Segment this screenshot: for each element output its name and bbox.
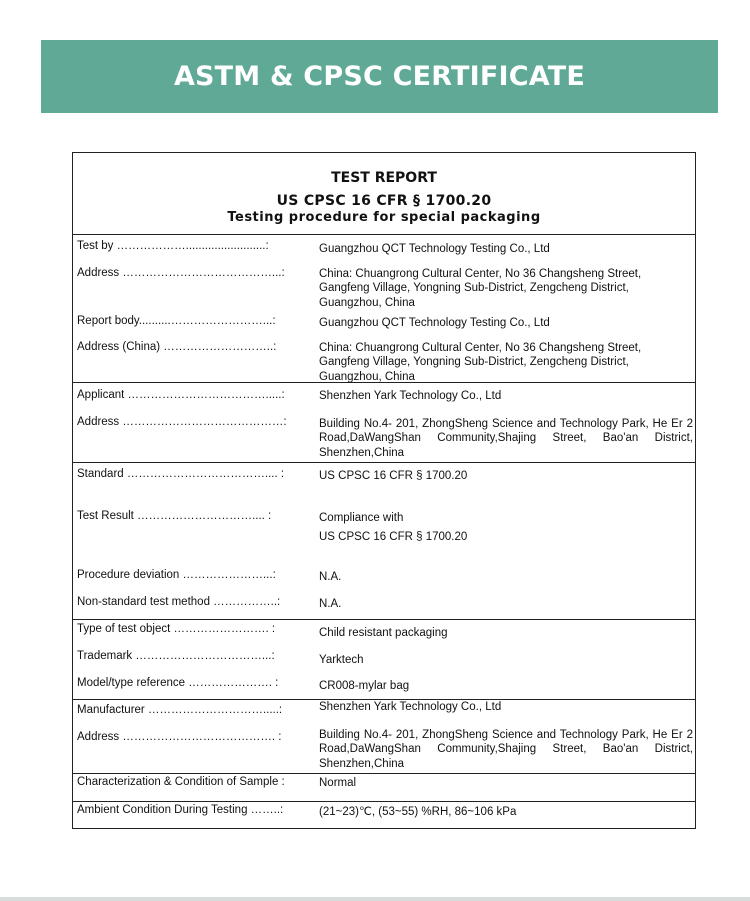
sample-condition-value: Normal	[319, 777, 357, 789]
china-address-label: Address (China) ………………………..:	[77, 341, 277, 353]
applicant-value: Shenzhen Yark Technology Co., Ltd	[319, 390, 502, 402]
report-header	[73, 153, 695, 235]
test-by-label: Test by ……………….........................:	[77, 240, 269, 252]
banner-title: ASTM & CPSC CERTIFICATE	[173, 61, 586, 92]
non-standard-method-value: N.A.	[319, 598, 342, 610]
section-divider	[73, 462, 695, 463]
report-body-label: Report body..........……………………...:	[77, 315, 276, 327]
tester-address-label: Address …………………………………...:	[77, 267, 285, 279]
sample-condition-label: Characterization & Condition of Sample :	[77, 776, 285, 788]
model-reference-value: CR008-mylar bag	[319, 680, 410, 692]
certificate-banner	[41, 40, 718, 113]
non-standard-method-label: Non-standard test method ……………..:	[77, 596, 281, 608]
report-body-value: Guangzhou QCT Technology Testing Co., Ltd	[319, 317, 550, 329]
test-object-type-label: Type of test object ……………………. :	[77, 623, 276, 635]
report-standard: US CPSC 16 CFR § 1700.20	[276, 193, 492, 209]
applicant-address-value: Building No.4- 201, ZhongSheng Science and Technology Park, He Er 2 Road,DaWangShan Community,Shajing Street, Bao'an District, Shenzhen,China	[319, 418, 693, 459]
manufacturer-address-label: Address …………………………………. :	[77, 731, 282, 743]
manufacturer-value: Shenzhen Yark Technology Co., Ltd	[319, 701, 502, 713]
standard-value: US CPSC 16 CFR § 1700.20	[319, 470, 468, 482]
trademark-value: Yarktech	[319, 654, 364, 666]
test-result-label: Test Result ………………………….... :	[77, 510, 272, 522]
report-title: TEST REPORT	[331, 170, 437, 186]
tester-address-value: China: Chuangrong Cultural Center, No 36 Changsheng Street, Gangfeng Village, Yongning Sub-District, Zengcheng District, Guangzhou, China	[319, 268, 642, 309]
trademark-label: Trademark ……………………………...:	[77, 650, 275, 662]
report-procedure: Testing procedure for special packaging	[227, 210, 541, 225]
test-object-type-value: Child resistant packaging	[319, 627, 448, 639]
standard-label: Standard ……………………………….... :	[77, 468, 285, 480]
manufacturer-address-value: Building No.4- 201, ZhongSheng Science and Technology Park, He Er 2 Road,DaWangShan Community,Shajing Street, Bao'an District, Shenzhen,China	[319, 729, 693, 770]
ambient-condition-value: (21~23)℃, (53~55) %RH, 86~106 kPa	[319, 806, 517, 818]
procedure-deviation-label: Procedure deviation …………………...:	[77, 569, 276, 581]
test-report	[72, 152, 696, 829]
section-divider	[73, 619, 695, 620]
applicant-address-label: Address ……………………………………:	[77, 416, 287, 428]
ambient-condition-label: Ambient Condition During Testing ……..:	[77, 804, 284, 816]
procedure-deviation-value: N.A.	[319, 571, 342, 583]
section-divider	[73, 801, 695, 802]
manufacturer-label: Manufacturer ………………………….....:	[77, 704, 283, 716]
applicant-label: Applicant ……………………………….....:	[77, 389, 285, 401]
section-divider	[73, 773, 695, 774]
bottom-divider	[0, 897, 750, 901]
test-result-standard: US CPSC 16 CFR § 1700.20	[319, 531, 468, 543]
china-address-value: China: Chuangrong Cultural Center, No 36 Changsheng Street, Gangfeng Village, Yongning Sub-District, Zengcheng District, Guangzhou, China	[319, 342, 642, 383]
test-by-value: Guangzhou QCT Technology Testing Co., Ltd	[319, 243, 550, 255]
model-reference-label: Model/type reference …………………. :	[77, 677, 279, 689]
test-result-value: Compliance with	[319, 512, 404, 524]
